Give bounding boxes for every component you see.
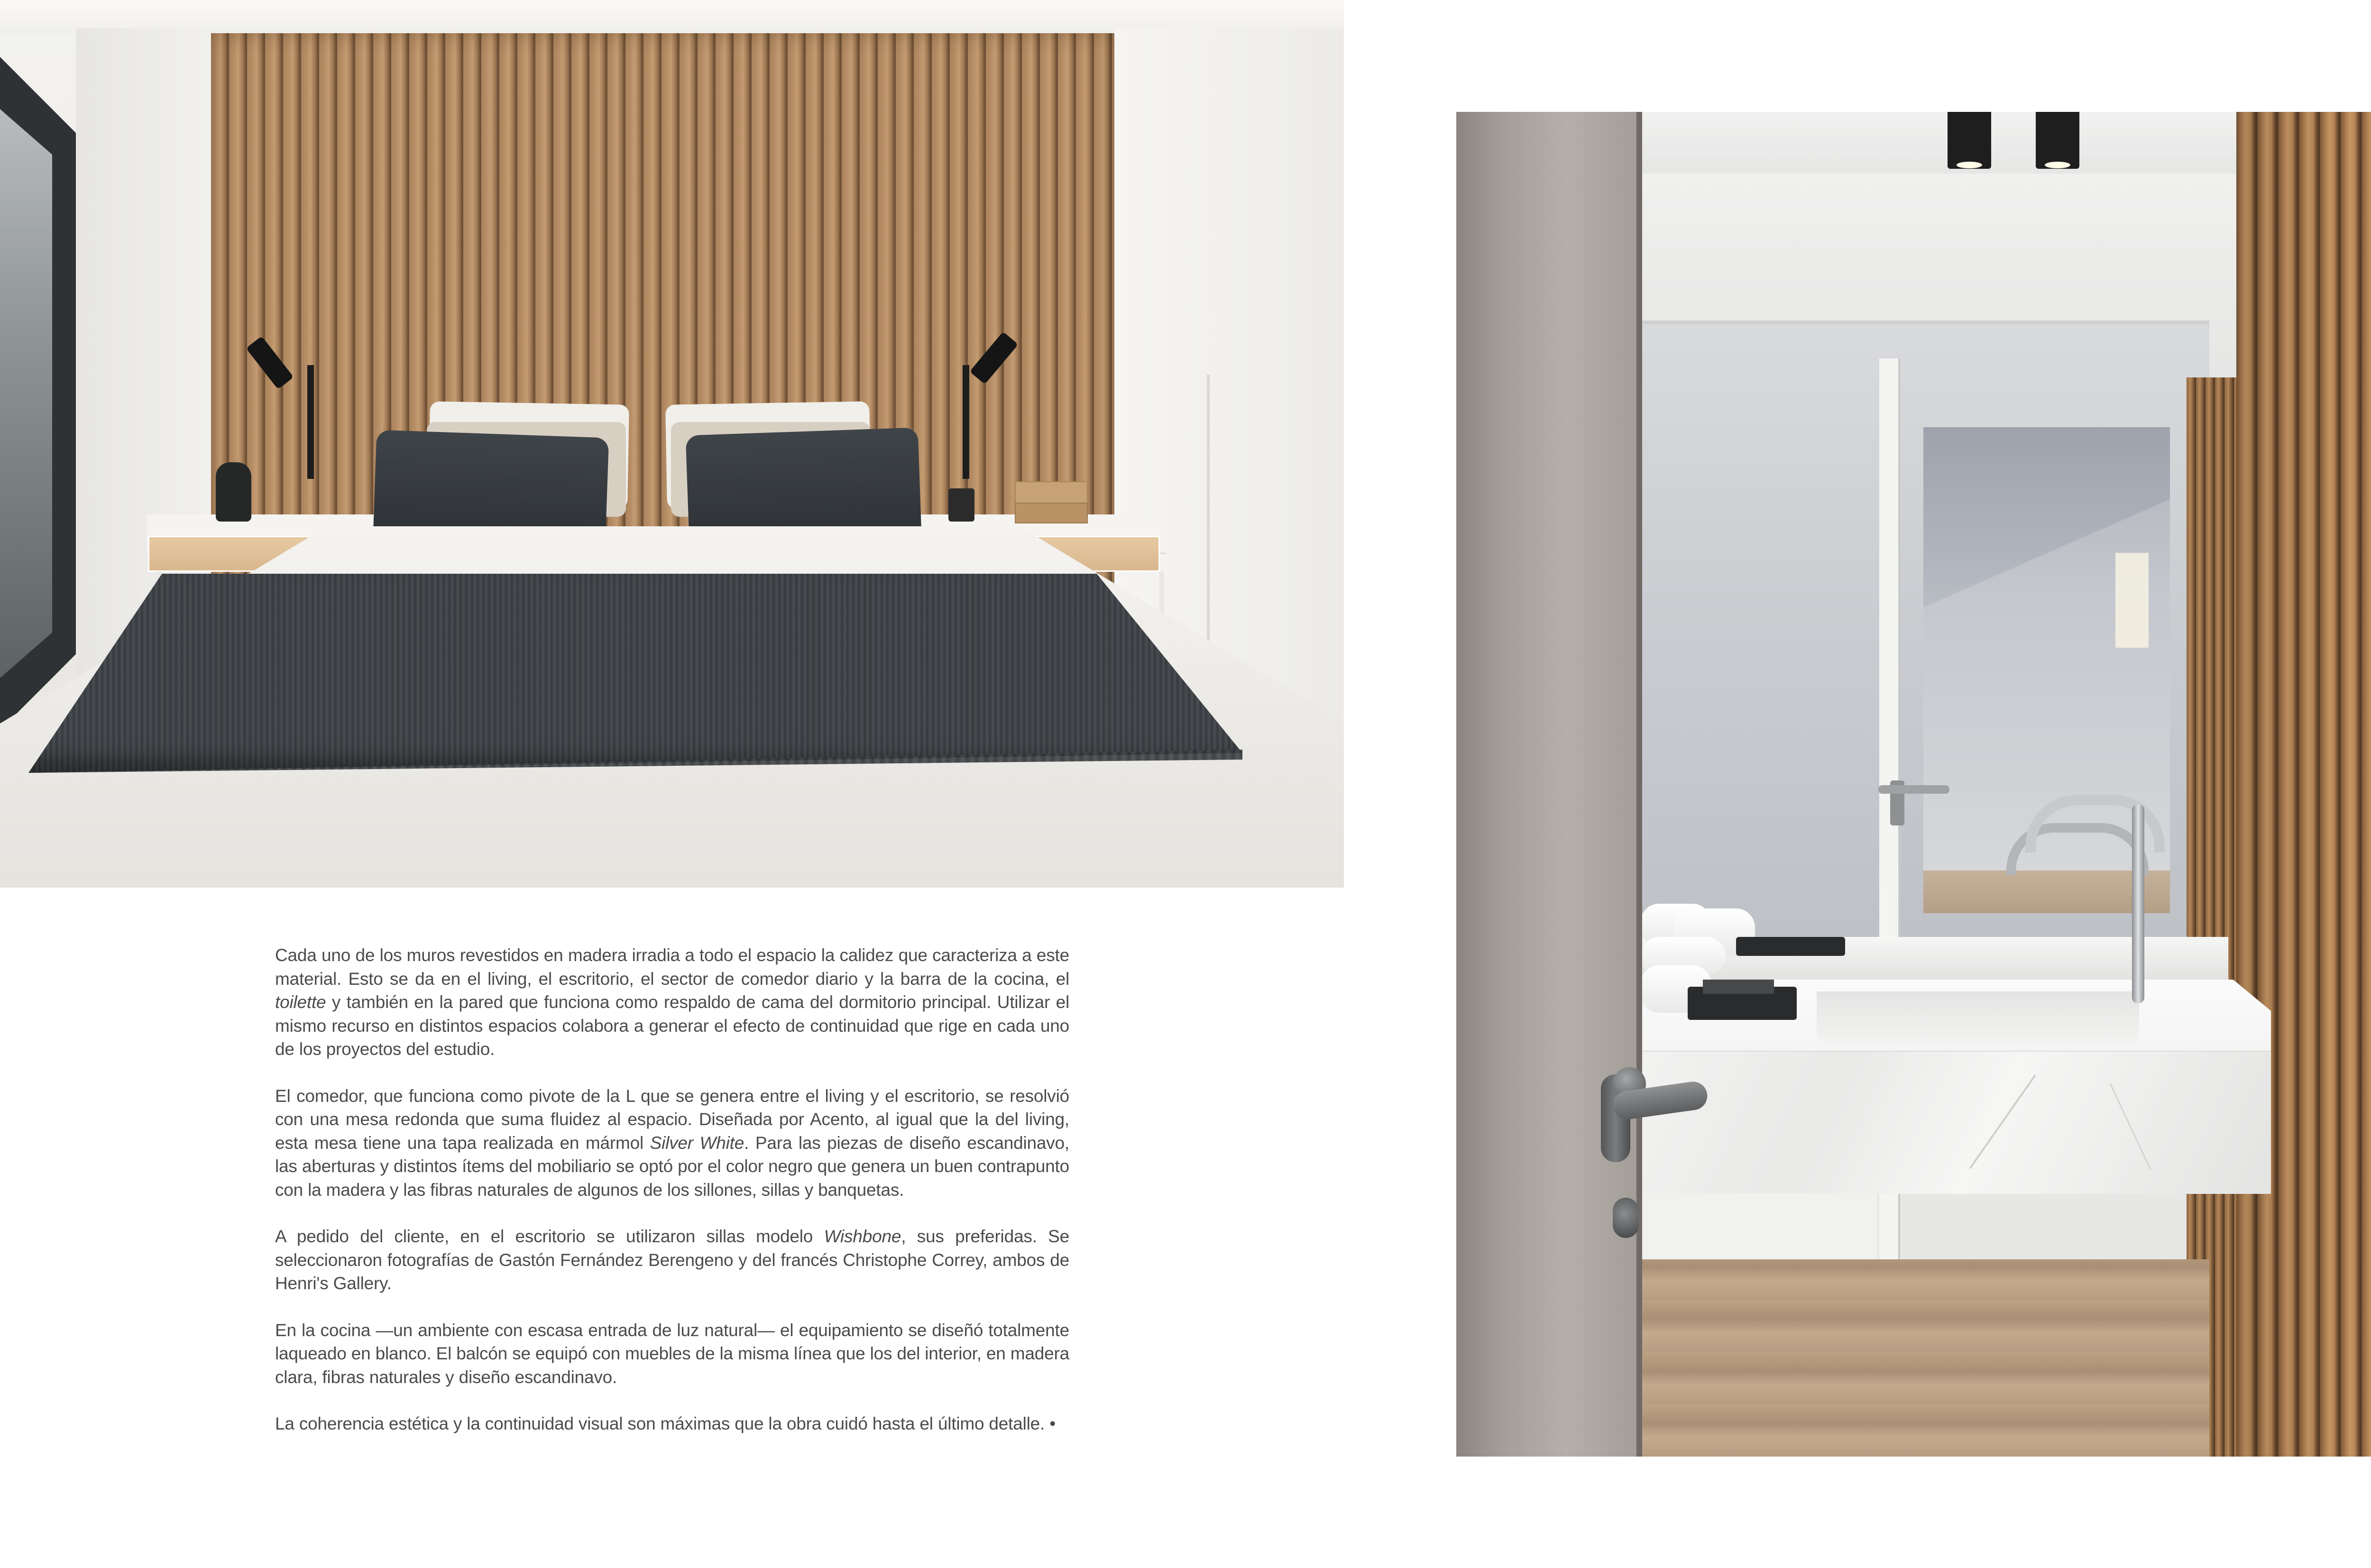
black-tray [1736,937,1845,956]
open-door [1456,112,1640,1457]
door-edge [1636,112,1642,1457]
paragraph-text: La coherencia estética y la continuidad visual son máximas que la obra cuidó hasta el último detalle. • [275,1414,1056,1433]
black-vase [216,462,251,522]
italic-term: Silver White [650,1133,744,1153]
left-lamp-arm [307,365,314,479]
wood-slat-wall [2236,112,2371,1457]
sink-basin [1817,991,2139,1044]
bedroom-photo [0,0,1344,888]
article-paragraph [275,1319,1069,1389]
paragraph-text: En la cocina —un ambiente con escasa entrada de luz natural— el equipamiento se diseñó totalmente laqueado en blanco. El balcón se equipó con muebles de la misma línea que los del interior, en madera clara, fibras naturales y diseño escandinavo. [275,1320,1069,1387]
article-paragraph [275,1412,1069,1436]
article-paragraph [275,944,1069,1061]
marble-vanity [1640,1051,2271,1194]
mirror-reflection-light [2115,553,2149,648]
paragraph-text: , sus preferidas. Se seleccionaron fotografías de Gastón Fernández Berengeno y del francés Christophe Correy, ambos de Henri's Gallery. [275,1227,1069,1293]
spotlight-glow [2045,162,2070,168]
reflected-door-handle [1878,785,1949,794]
paragraph-text: y también en la pared que funciona como respaldo de cama del dormitorio principal. Utilizar el mismo recurso en distintos espacios colabora a generar el efecto de continuidad que rige en cada uno de los proyectos del estudio. [275,992,1069,1059]
soap-dish [1703,980,1774,994]
lower-cabinet [1640,1193,1877,1262]
black-cup [948,488,974,522]
wooden-box [1015,503,1088,523]
article-paragraph [275,1084,1069,1202]
spotlight-glow [1957,162,1982,168]
window-glass [0,109,52,678]
paragraph-text: El comedor, que funciona como pivote de la L que se genera entre el living y el escritorio, se resolvió con una mesa redonda que suma fluidez al espacio. Diseñada por Acento, al igual que la del living, esta mesa tiene una tapa realizada en mármol [275,1086,1069,1153]
wooden-box [1015,481,1088,504]
bathroom-photo [1456,112,2371,1457]
right-lamp-arm [963,365,969,479]
paragraph-text: . Para las piezas de diseño escandinavo, las aberturas y distintos ítems del mobiliario se optó por el color negro que genera un buen contrapunto con la madera y las fibras naturales de algunos de los sillones, sillas y banquetas. [275,1133,1069,1200]
ceiling-spotlight [2036,112,2079,169]
paragraph-text: A pedido del cliente, en el escritorio se utilizaron sillas modelo [275,1227,824,1246]
article-body [275,944,1069,1459]
paragraph-text: Cada uno de los muros revestidos en madera irradia a todo el espacio la calidez que caracteriza a este material. Esto se da en el living, el escritorio, el sector de comedor diario y la barra de la cocina, el [275,945,1069,989]
ceiling-spotlight [1948,112,1991,169]
door-lock [1613,1198,1639,1238]
faucet [2132,804,2144,1003]
italic-term: toilette [275,992,326,1012]
wood-floor [1640,1259,2209,1457]
italic-term: Wishbone [824,1227,901,1246]
knit-throw [28,574,1242,773]
article-paragraph [275,1225,1069,1295]
